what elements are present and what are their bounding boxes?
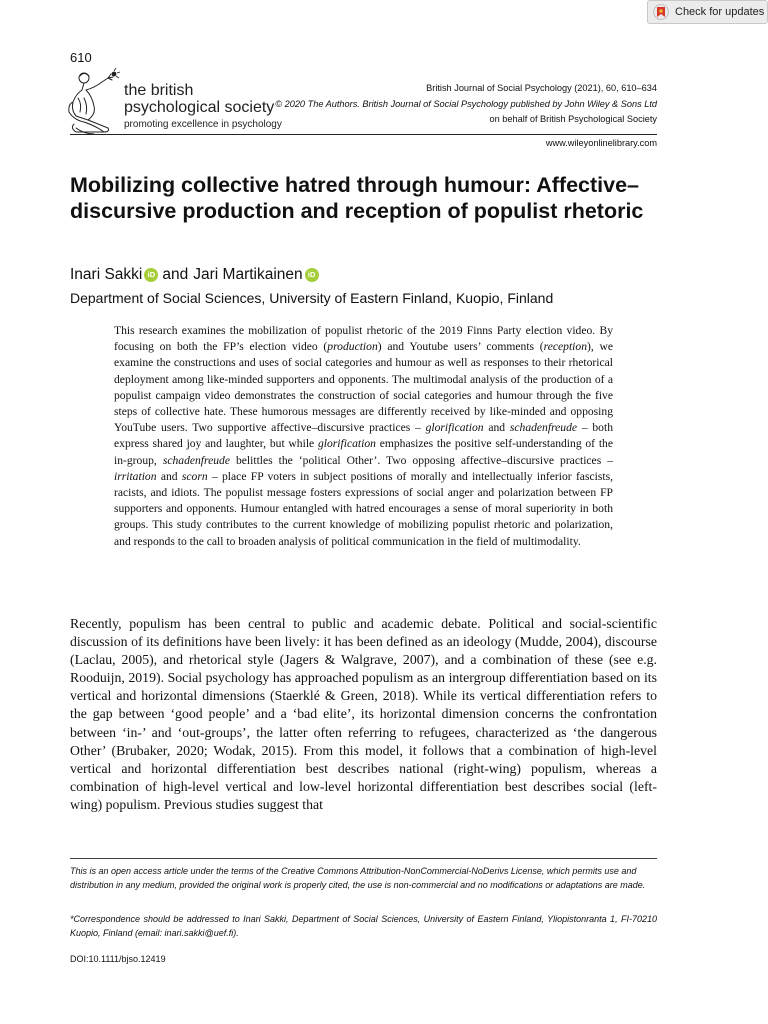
abstract-emphasis: reception — [543, 340, 587, 354]
logo-tagline: promoting excellence in psychology — [124, 119, 282, 130]
article-title: Mobilizing collective hatred through humour: Affective–discursive production and reception of populist rhetoric — [70, 173, 644, 223]
journal-citation: British Journal of Social Psychology (2021), 60, 610–634 — [426, 83, 657, 93]
abstract-emphasis: glorification — [425, 421, 484, 435]
author-list — [70, 266, 323, 284]
abstract-text: belittles the ‘political Other’. Two opposing affective–discursive practices – — [230, 453, 613, 467]
doi[interactable]: DOI:10.1111/bjso.12419 — [70, 954, 166, 964]
journal-copyright: © 2020 The Authors. British Journal of Social Psychology published by John Wiley & Sons Ltd — [275, 98, 657, 109]
abstract-emphasis: glorification — [317, 437, 376, 451]
abstract — [114, 323, 613, 550]
abstract-text: – place FP voters in subject positions of morally and intellectually inferior fascists, racists, and idiots. The populist message fosters expressions of social anger and polarization between FP supporters and opponents. Humour entangled with hatred encourages a sense of moral superiority in both groups. This study contributes to the current knowledge of mobilizing populist rhetoric and polarization, and responds to the call to broaden analysis of political communication in the field of multimodality. — [114, 469, 613, 548]
footnote-divider — [70, 858, 657, 859]
author-1[interactable]: Inari Sakki — [70, 266, 143, 283]
correspondence-footnote: *Correspondence should be addressed to Inari Sakki, Department of Social Sciences, University of Eastern Finland, Yliopistonranta 1, FI-70210 Kuopio, Finland (email: inari.sakki@uef.fi). — [70, 914, 657, 938]
page-number: 610 — [70, 50, 92, 65]
author-affiliation: Department of Social Sciences, University of Eastern Finland, Kuopio, Finland — [70, 290, 554, 306]
journal-info — [275, 81, 657, 128]
author-2[interactable]: Jari Martikainen — [193, 266, 303, 283]
abstract-emphasis: schadenfreude — [162, 453, 230, 467]
logo-line-1: the british — [124, 82, 194, 99]
abstract-emphasis: scorn — [181, 469, 208, 483]
bps-logo-figure-icon — [64, 68, 122, 138]
license-footnote: This is an open access article under the terms of the Creative Commons Attribution-NonCommercial-NoDerivs License, which permits use and distribution in any medium, provided the original work is properly cited, the use is non-commercial and no modifications or adaptations are made. — [70, 866, 646, 890]
abstract-text: ) and Youtube users’ comments ( — [377, 340, 544, 354]
abstract-text: and — [156, 469, 182, 483]
check-for-updates-label: Check for updates — [675, 6, 765, 18]
check-for-updates-button[interactable] — [647, 0, 768, 24]
check-for-updates-icon — [653, 4, 669, 20]
abstract-text: This research examines the mobilization of populist rhetoric of the 2019 Finns Party election video. By focusing on both the FP’s election video ( — [114, 324, 613, 354]
journal-behalf: on behalf of British Psychological Society — [489, 114, 657, 124]
abstract-text: – both express shared joy and laughter, but while — [114, 421, 613, 451]
body-paragraph: Recently, populism has been central to public and academic debate. Political and social-scientific discussion of its definitions have been lively: it has been defined as an ideology (Mudde, 2004), discourse (Laclau, 2005), and rhetorical style (Jagers & Walgrave, 2007), and a combination of these (see e.g. Rooduijn, 2019). Social psychology has approached populism as an intergroup differentiation based on its vertical and horizontal dimensions (Staerklé & Green, 2018). While its vertical differentiation refers to the gap between ‘good people’ and a ‘bad elite’, its horizontal dimension concerns the confrontation between ‘in-’ and ‘out-groups’, the latter often referring to refugees, characterized as ‘the dangerous Other’ (Brubaker, 2020; Wodak, 2015). From this model, it follows that a combination of high-level vertical and horizontal differentiation best describes national (right-wing) populism, whereas a combination of high-level vertical and low-level horizontal differentiation best describes social (left-wing) populism. Previous studies suggest that — [70, 616, 657, 812]
abstract-text: and — [483, 421, 510, 435]
abstract-emphasis: production — [327, 340, 378, 354]
logo-line-2: psychological society — [124, 99, 275, 116]
abstract-emphasis: irritation — [114, 469, 157, 483]
orcid-icon[interactable]: iD — [305, 268, 319, 282]
bps-logo-text — [124, 83, 282, 130]
orcid-icon[interactable]: iD — [144, 268, 158, 282]
abstract-text: emphasizes the positive self-understanding of the in-group, — [114, 437, 613, 467]
abstract-emphasis: schadenfreude — [509, 421, 578, 435]
header-divider — [70, 134, 657, 135]
author-separator: and — [162, 266, 189, 283]
abstract-text: ), we examine the constructions and uses of social categories and humour as well as responses to their rhetorical deployment among like-minded supporters and opponents. The multimodal analysis of the production of a populist campaign video demonstrates the construction of social categories and humour through the five steps of collective hate. These humorous messages are differently received by like-minded and opposing YouTube users. Two supportive affective–discursive practices – — [114, 340, 613, 435]
journal-website-link[interactable]: www.wileyonlinelibrary.com — [545, 138, 657, 148]
